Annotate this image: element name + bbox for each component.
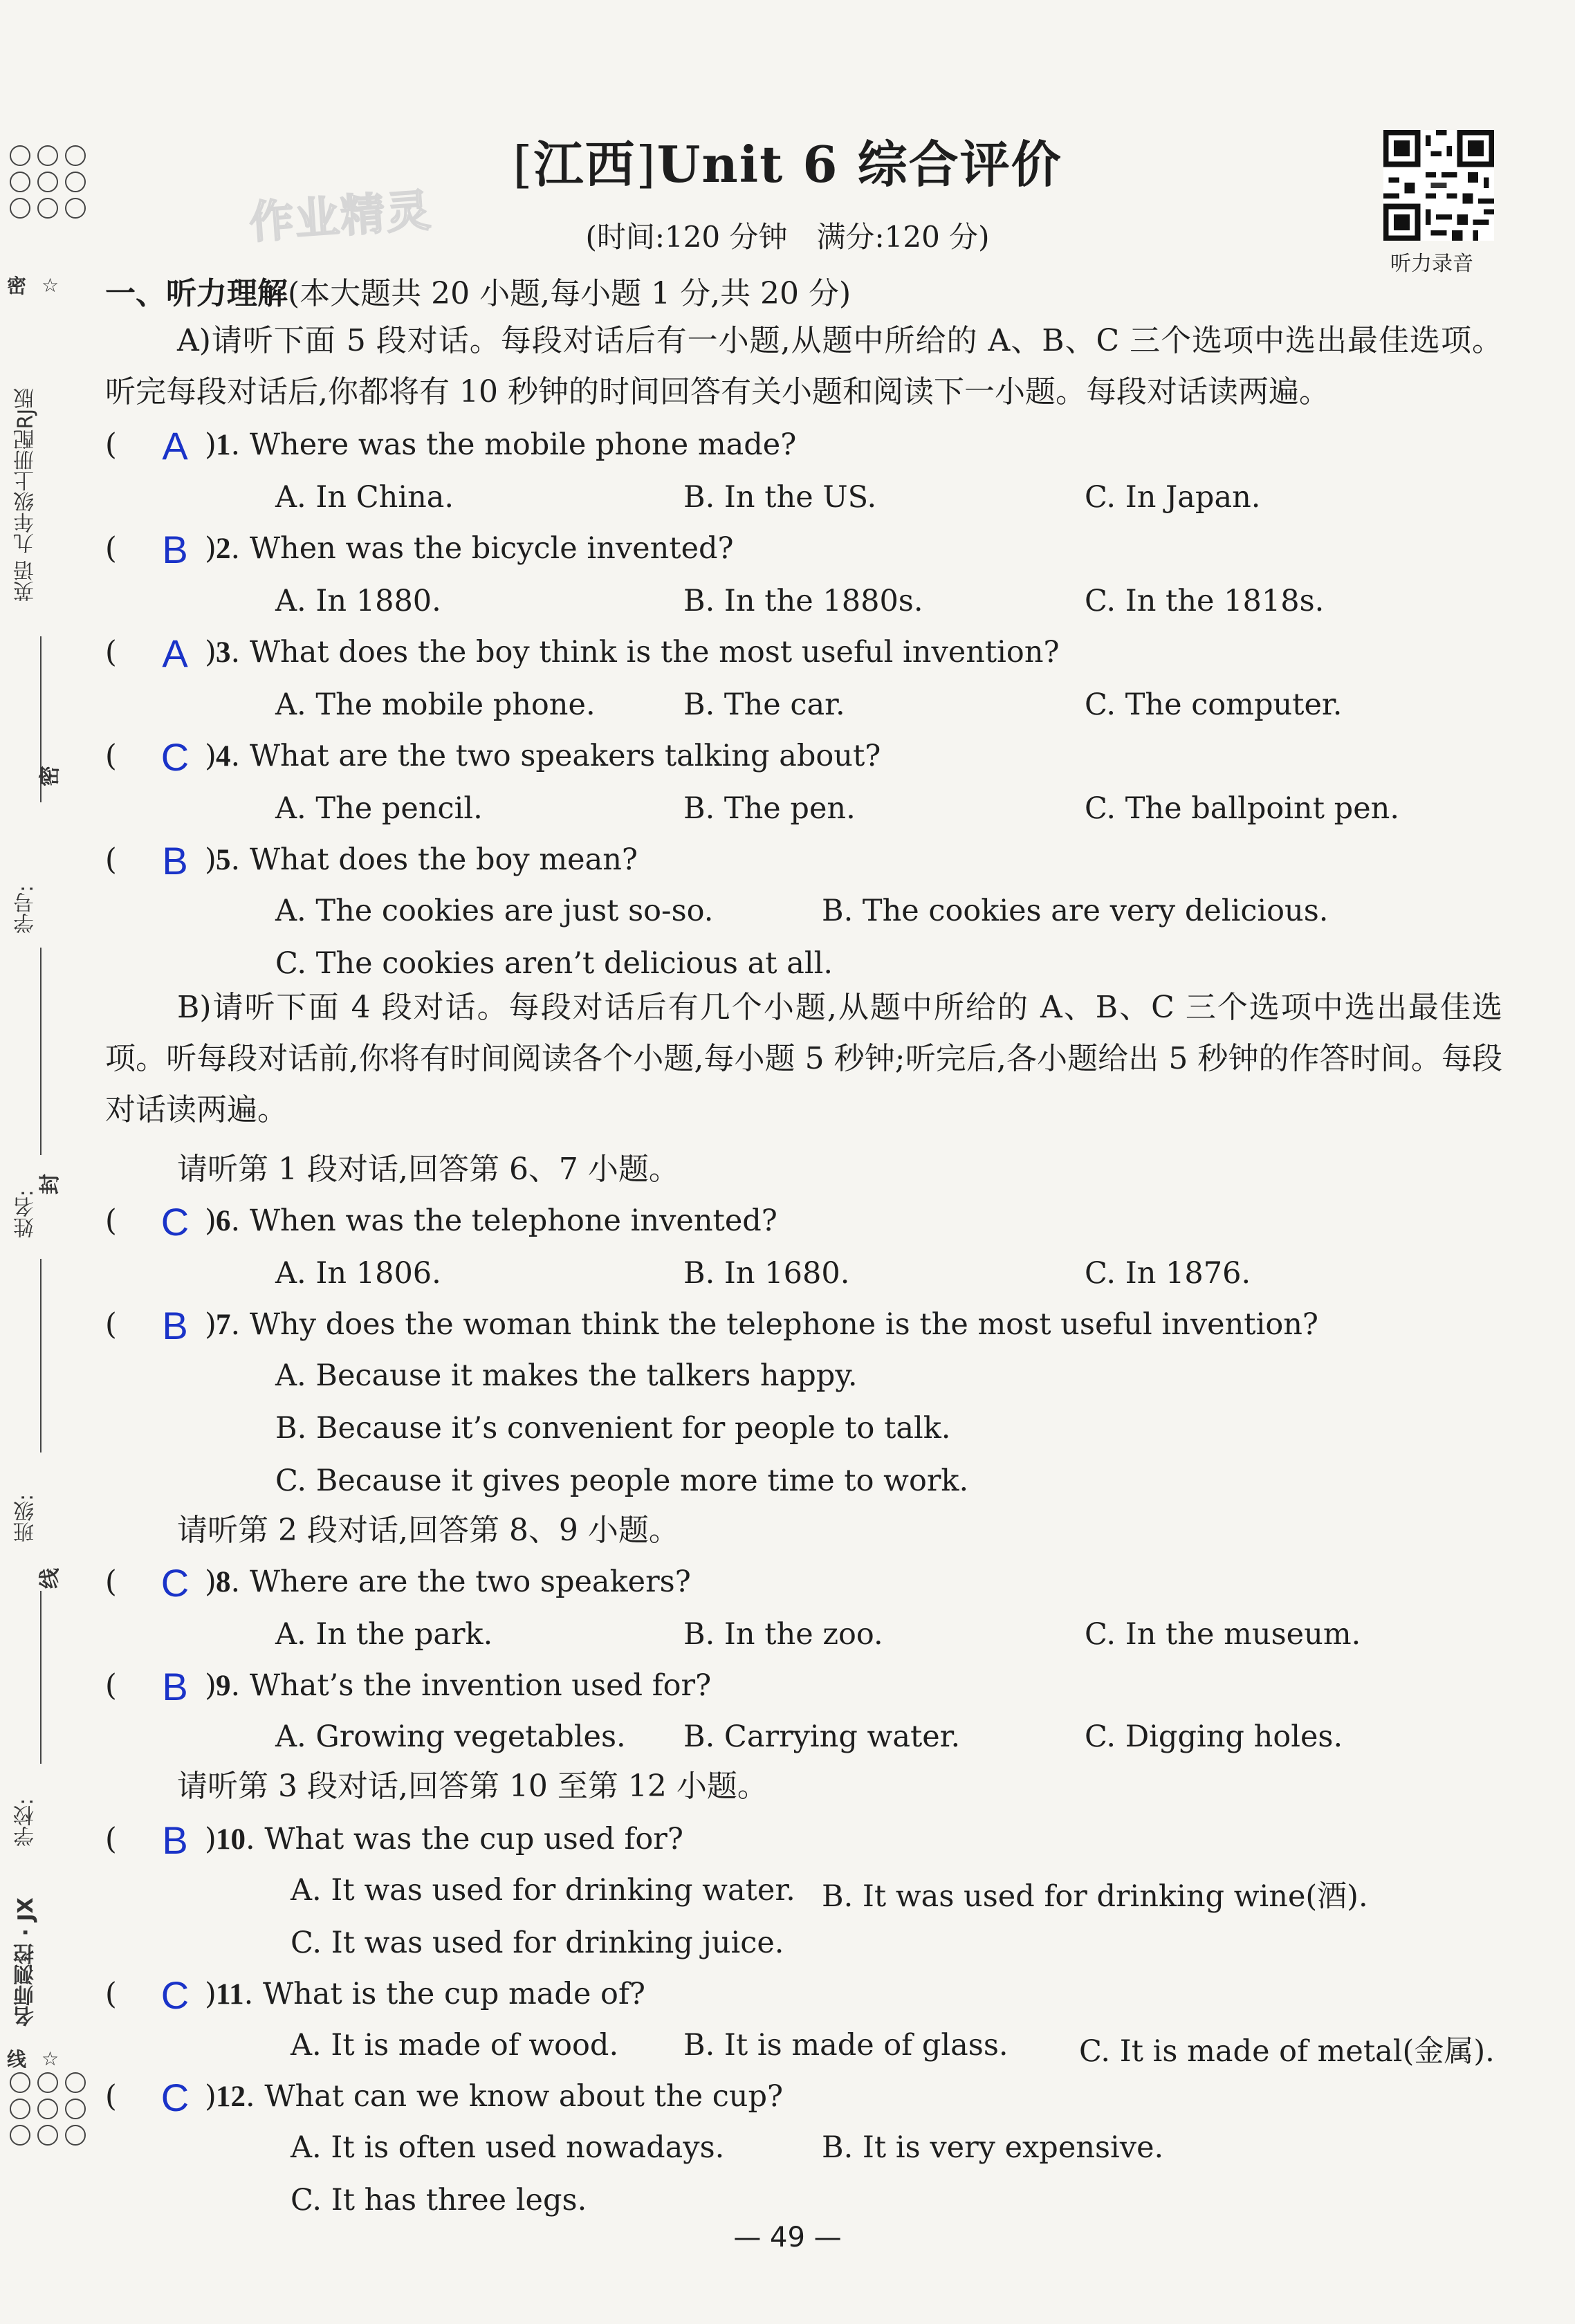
page-number: — 49 — [733, 2222, 842, 2253]
option-a[interactable]: A. Because it makes the talkers happy. [275, 1358, 858, 1393]
dialog-hint: 请听第 3 段对话,回答第 10 至第 12 小题。 [177, 1769, 768, 1804]
question-text: ) 12. What can we know about the cup? [205, 2079, 784, 2114]
answer-paren: ( [105, 1977, 117, 2011]
answer-paren: ( [105, 1307, 117, 1342]
binding-sidebar [0, 0, 104, 2324]
question-text: ) 2. When was the bicycle invented? [205, 531, 734, 566]
edge-label-bottom: 线 [7, 2048, 27, 2071]
cut-mark-top: 密 [38, 766, 62, 786]
question-number: 11 [216, 1978, 244, 2011]
question-stem: Where was the mobile phone made? [249, 427, 797, 462]
part-a-instructions: A)请听下面 5 段对话。每段对话后有一小题,从题中所给的 A、B、C 三个选项中选出最佳选项。听完每段对话后,你都将有 10 秒钟的时间回答有关小题和阅读下一小题。每段对话读两遍。 [105, 323, 1502, 409]
answer-mark[interactable]: B [162, 839, 188, 883]
option-b[interactable]: B. In the 1880s. [683, 584, 923, 618]
question-number: 8 [216, 1566, 231, 1598]
option-b[interactable]: B. Carrying water. [683, 1719, 961, 1754]
question-stem: What are the two speakers talking about? [249, 739, 881, 773]
option-b[interactable]: B. In the zoo. [683, 1617, 883, 1652]
class-label: 班级: [14, 1493, 38, 1542]
answer-paren: ( [105, 1668, 117, 1703]
option-c[interactable]: C. In the 1818s. [1085, 584, 1325, 618]
option-c[interactable]: C. The ballpoint pen. [1085, 791, 1400, 826]
option-b[interactable]: B. It is made of glass. [683, 2028, 1008, 2063]
option-c[interactable]: C. In 1876. [1085, 1256, 1251, 1291]
question-number: 9 [216, 1670, 231, 1702]
book-label: 英语 九年级上册配RJ版 [14, 387, 38, 602]
option-a[interactable]: A. In 1880. [275, 584, 441, 618]
answer-mark[interactable]: B [162, 1665, 188, 1708]
answer-mark[interactable]: B [162, 528, 188, 571]
fill-line [40, 1259, 42, 1452]
answer-paren: ( [105, 842, 117, 877]
answer-paren: ( [105, 427, 117, 462]
question-text: ) 10. What was the cup used for? [205, 1822, 683, 1856]
star-icon: ☆ [42, 2047, 59, 2070]
question-number: 1 [216, 429, 231, 461]
option-b[interactable]: B. Because it’s convenient for people to talk. [275, 1411, 951, 1446]
question-text: ) 3. What does the boy think is the most useful invention? [205, 635, 1060, 670]
section-note: (本大题共 20 小题,每小题 1 分,共 20 分) [288, 276, 851, 311]
title-region: 江西 [533, 135, 636, 194]
dialog-hint: 请听第 1 段对话,回答第 6、7 小题。 [177, 1152, 679, 1187]
question-stem: What does the boy think is the most useful invention? [249, 635, 1060, 670]
fill-line [40, 1591, 42, 1764]
question-text: ) 4. What are the two speakers talking about? [205, 739, 881, 773]
question-number: 12 [216, 2081, 246, 2113]
cut-mark-bottom: 线 [38, 1568, 62, 1589]
answer-paren: ( [105, 635, 117, 670]
option-a[interactable]: A. Growing vegetables. [275, 1719, 626, 1754]
option-a[interactable]: A. It is often used nowadays. [291, 2130, 725, 2165]
answer-paren: ( [105, 531, 117, 566]
series-label: 名师测控 · JX [14, 1897, 38, 2027]
answer-mark[interactable]: C [160, 1200, 190, 1244]
option-b[interactable]: B. The pen. [683, 791, 856, 826]
option-b[interactable]: B. It was used for drinking wine(酒). [822, 1879, 1368, 1914]
option-c[interactable]: C. It is made of metal(金属). [1079, 2034, 1495, 2069]
punch-holes-bottom [10, 2072, 87, 2146]
option-c[interactable]: C. The cookies aren’t delicious at all. [275, 946, 833, 981]
option-b[interactable]: B. The cookies are very delicious. [822, 894, 1329, 928]
section-heading [105, 268, 851, 313]
question-stem: What does the boy mean? [249, 842, 638, 877]
answer-mark[interactable]: A [162, 631, 188, 675]
question-stem: When was the telephone invented? [249, 1204, 777, 1238]
option-a[interactable]: A. In the park. [275, 1617, 493, 1652]
page-subtitle: (时间:120 分钟 满分:120 分) [585, 220, 990, 254]
answer-mark[interactable]: B [162, 1818, 188, 1862]
qr-caption: 听力录音 [1390, 252, 1473, 276]
option-b[interactable]: B. The car. [683, 688, 845, 722]
page-title: [江西]Unit 6 综合评价 [513, 135, 1062, 194]
question-text: ) 5. What does the boy mean? [205, 842, 638, 877]
option-a[interactable]: A. It is made of wood. [291, 2028, 619, 2063]
star-icon: ☆ [42, 274, 59, 297]
question-stem: What can we know about the cup? [264, 2079, 784, 2114]
school-label: 学校: [14, 1798, 38, 1847]
fill-line [40, 948, 42, 1155]
question-number: 3 [216, 636, 231, 669]
answer-mark[interactable]: B [162, 1304, 188, 1347]
option-c[interactable]: C. It has three legs. [291, 2183, 587, 2217]
cut-mark-mid: 封 [38, 1174, 62, 1195]
question-stem: What’s the invention used for? [249, 1668, 712, 1703]
option-c[interactable]: C. Because it gives people more time to work. [275, 1464, 969, 1498]
question-number: 5 [216, 844, 231, 876]
answer-paren: ( [105, 1565, 117, 1599]
answer-paren: ( [105, 739, 117, 773]
option-b[interactable]: B. It is very expensive. [822, 2130, 1164, 2165]
question-text: ) 1. Where was the mobile phone made? [205, 427, 797, 462]
question-text: ) 9. What’s the invention used for? [205, 1668, 712, 1703]
question-stem: Where are the two speakers? [249, 1565, 691, 1599]
answer-mark[interactable]: A [162, 424, 188, 468]
answer-mark[interactable]: C [160, 2076, 190, 2119]
answer-mark[interactable]: C [160, 1973, 190, 2017]
option-c[interactable]: C. In the museum. [1085, 1617, 1361, 1652]
option-a[interactable]: A. The cookies are just so-so. [275, 894, 714, 928]
title-main: Unit 6 综合评价 [656, 135, 1062, 194]
question-text: ) 6. When was the telephone invented? [205, 1204, 777, 1238]
answer-mark[interactable]: C [160, 735, 190, 779]
option-b[interactable]: B. In 1680. [683, 1256, 850, 1291]
option-c[interactable]: C. It was used for drinking juice. [291, 1926, 784, 1960]
part-b-instructions: B)请听下面 4 段对话。每段对话后有几个小题,从题中所给的 A、B、C 三个选项中选出最佳选项。听每段对话前,你将有时间阅读各个小题,每小题 5 秒钟;听完后,各小题给出 5 秒钟的作答时间。每段对话读两遍。 [105, 990, 1502, 1127]
question-text: ) 11. What is the cup made of? [205, 1977, 645, 2011]
option-a[interactable]: A. The mobile phone. [275, 688, 596, 722]
section-title: 一、听力理解 [105, 276, 288, 311]
dialog-hint: 请听第 2 段对话,回答第 8、9 小题。 [177, 1513, 679, 1548]
question-stem: What was the cup used for? [264, 1822, 683, 1856]
question-stem: What is the cup made of? [262, 1977, 645, 2011]
option-b[interactable]: B. In the US. [683, 480, 877, 515]
watermark: 作业精灵 [248, 185, 434, 250]
answer-paren: ( [105, 2079, 117, 2114]
answer-paren: ( [105, 1822, 117, 1856]
question-stem: Why does the woman think the telephone is the most useful invention? [249, 1307, 1318, 1342]
option-c[interactable]: C. Digging holes. [1085, 1719, 1343, 1754]
option-a[interactable]: A. In 1806. [275, 1256, 441, 1291]
edge-label-top: 密 [7, 275, 27, 297]
question-text: ) 8. Where are the two speakers? [205, 1565, 691, 1599]
question-number: 7 [216, 1309, 231, 1341]
option-a[interactable]: A. The pencil. [275, 791, 483, 826]
id-label: 学号: [14, 885, 38, 934]
question-number: 2 [216, 533, 231, 565]
question-number: 10 [216, 1823, 246, 1856]
question-number: 4 [216, 740, 231, 773]
question-text: ) 7. Why does the woman think the telephone is the most useful invention? [205, 1307, 1318, 1342]
option-c[interactable]: C. In Japan. [1085, 480, 1261, 515]
qr-code-icon[interactable] [1383, 130, 1494, 241]
answer-mark[interactable]: C [160, 1561, 190, 1605]
answer-paren: ( [105, 1204, 117, 1238]
option-a[interactable]: A. In China. [275, 480, 454, 515]
name-label: 姓名: [14, 1189, 38, 1238]
option-c[interactable]: C. The computer. [1085, 688, 1343, 722]
question-stem: When was the bicycle invented? [249, 531, 734, 566]
question-number: 6 [216, 1205, 231, 1237]
option-a[interactable]: A. It was used for drinking water. [291, 1873, 795, 1908]
